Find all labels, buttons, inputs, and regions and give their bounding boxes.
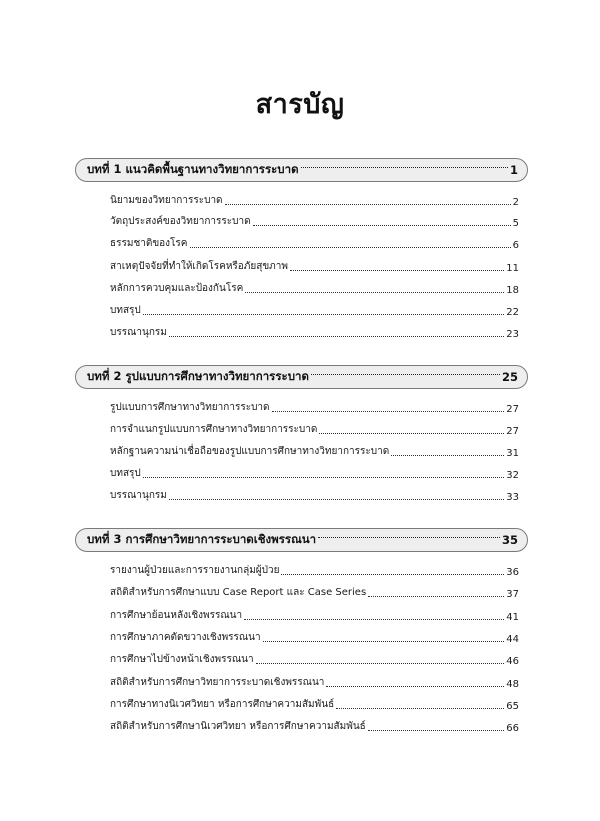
chapter-page-number: 25 — [501, 370, 518, 384]
dot-leader — [244, 618, 504, 620]
toc-entry-label: รูปแบบการศึกษาทางวิทยาการระบาด — [110, 402, 270, 413]
chapter-page-number: 35 — [501, 533, 518, 547]
dot-leader — [253, 224, 511, 226]
toc-entry-page: 22 — [506, 307, 519, 318]
dot-leader — [281, 573, 504, 575]
dot-leader — [272, 410, 505, 412]
toc-entry-label: การจำแนกรูปแบบการศึกษาทางวิทยาการระบาด — [110, 424, 318, 435]
toc-entry[interactable] — [110, 629, 519, 645]
toc-entry-page: 66 — [506, 723, 519, 734]
dot-leader — [169, 498, 504, 500]
chapter-heading-2[interactable] — [75, 365, 528, 389]
chapter-heading-1[interactable] — [75, 158, 528, 182]
toc-entry-label: นิยามของวิทยาการระบาด — [110, 195, 223, 206]
dot-leader — [368, 729, 504, 731]
dot-leader — [311, 373, 500, 375]
toc-entry-page: 32 — [506, 470, 519, 481]
toc-entry-label: วัตถุประสงค์ของวิทยาการระบาด — [110, 216, 251, 227]
dot-leader — [143, 313, 505, 315]
toc-entry-page: 5 — [512, 218, 519, 229]
chapter-label: บทที่ 1 แนวคิดพื้นฐานทางวิทยาการระบาด — [87, 162, 299, 176]
toc-entry-label: สถิติสำหรับการศึกษาวิทยาการระบาดเชิงพรรณนา — [110, 677, 325, 688]
dot-leader — [225, 203, 511, 205]
dot-leader — [368, 595, 504, 597]
toc-entry[interactable] — [110, 718, 519, 734]
toc-entry-page: 33 — [506, 492, 519, 503]
toc-entry-label: บทสรุป — [110, 468, 141, 479]
toc-entry[interactable] — [110, 487, 519, 503]
toc-entry-page: 65 — [506, 701, 519, 712]
toc-entry-label: รายงานผู้ป่วยและการรายงานกลุ่มผู้ป่วย — [110, 565, 280, 576]
toc-entry-label: สถิติสำหรับการศึกษานิเวศวิทยา หรือการศึกษาความสัมพันธ์ — [110, 721, 366, 732]
toc-entry-page: 2 — [512, 197, 519, 208]
toc-entry[interactable] — [110, 399, 519, 415]
toc-entry-label: การศึกษาย้อนหลังเชิงพรรณนา — [110, 610, 243, 621]
toc-entry-label: บรรณานุกรม — [110, 327, 167, 338]
toc-entry-label: สาเหตุปัจจัยที่ทำให้เกิดโรคหรือภัยสุขภาพ — [110, 261, 288, 272]
toc-entry-label: บรรณานุกรม — [110, 490, 167, 501]
toc-entry[interactable] — [110, 192, 519, 208]
dot-leader — [336, 707, 504, 709]
toc-entry[interactable] — [110, 562, 519, 578]
toc-entry-label: หลักฐานความน่าเชื่อถือของรูปแบบการศึกษาทางวิทยาการระบาด — [110, 446, 390, 457]
toc-entry[interactable] — [110, 465, 519, 481]
chapter-label: บทที่ 2 รูปแบบการศึกษาทางวิทยาการระบาด — [87, 369, 309, 383]
toc-entry-page: 44 — [506, 634, 519, 645]
dot-leader — [319, 432, 504, 434]
toc-entry[interactable] — [110, 302, 519, 318]
toc-entry-label: การศึกษาไปข้างหน้าเชิงพรรณนา — [110, 654, 254, 665]
toc-entry[interactable] — [110, 258, 519, 274]
toc-entry-page: 18 — [506, 285, 519, 296]
toc-entry-page: 31 — [506, 448, 519, 459]
chapter-page-number: 1 — [509, 163, 518, 177]
toc-entry[interactable] — [110, 324, 519, 340]
dot-leader — [318, 536, 500, 538]
toc-entry-label: สถิติสำหรับการศึกษาแบบ Case Report และ Case Series — [110, 587, 367, 598]
toc-entry[interactable] — [110, 674, 519, 690]
page-title: สารบัญ — [255, 89, 345, 120]
dot-leader — [290, 269, 504, 271]
toc-entry-label: การศึกษาทางนิเวศวิทยา หรือการศึกษาความสัมพันธ์ — [110, 699, 335, 710]
toc-entry-page: 48 — [506, 679, 519, 690]
toc-entry-page: 27 — [506, 426, 519, 437]
toc-entry-page: 36 — [506, 567, 519, 578]
dot-leader — [256, 662, 505, 664]
toc-entry-page: 41 — [506, 612, 519, 623]
toc-entry[interactable] — [110, 280, 519, 296]
chapter-heading-3[interactable] — [75, 528, 528, 552]
toc-entry-page: 27 — [506, 404, 519, 415]
dot-leader — [391, 454, 504, 456]
toc-entry-label: การศึกษาภาคตัดขวางเชิงพรรณนา — [110, 632, 261, 643]
toc-entry[interactable] — [110, 443, 519, 459]
toc-entry[interactable] — [110, 421, 519, 437]
toc-entry-label: ธรรมชาติของโรค — [110, 238, 188, 249]
dot-leader — [326, 685, 504, 687]
toc-entry-page: 6 — [512, 240, 519, 251]
toc-entry[interactable] — [110, 235, 519, 251]
toc-entry[interactable] — [110, 651, 519, 667]
toc-entry-page: 37 — [506, 589, 519, 600]
toc-entry-page: 46 — [506, 656, 519, 667]
toc-entry[interactable] — [110, 607, 519, 623]
toc-entry[interactable] — [110, 584, 519, 600]
toc-entry[interactable] — [110, 213, 519, 229]
dot-leader — [190, 246, 511, 248]
dot-leader — [169, 335, 504, 337]
toc-entry-page: 11 — [506, 263, 519, 274]
dot-leader — [143, 476, 505, 478]
dot-leader — [301, 166, 508, 168]
toc-entry-label: หลักการควบคุมและป้องกันโรค — [110, 283, 244, 294]
toc-entry[interactable] — [110, 696, 519, 712]
toc-entry-page: 23 — [506, 329, 519, 340]
dot-leader — [263, 640, 505, 642]
chapter-label: บทที่ 3 การศึกษาวิทยาการระบาดเชิงพรรณนา — [87, 532, 317, 546]
dot-leader — [245, 291, 504, 293]
toc-entry-label: บทสรุป — [110, 305, 141, 316]
